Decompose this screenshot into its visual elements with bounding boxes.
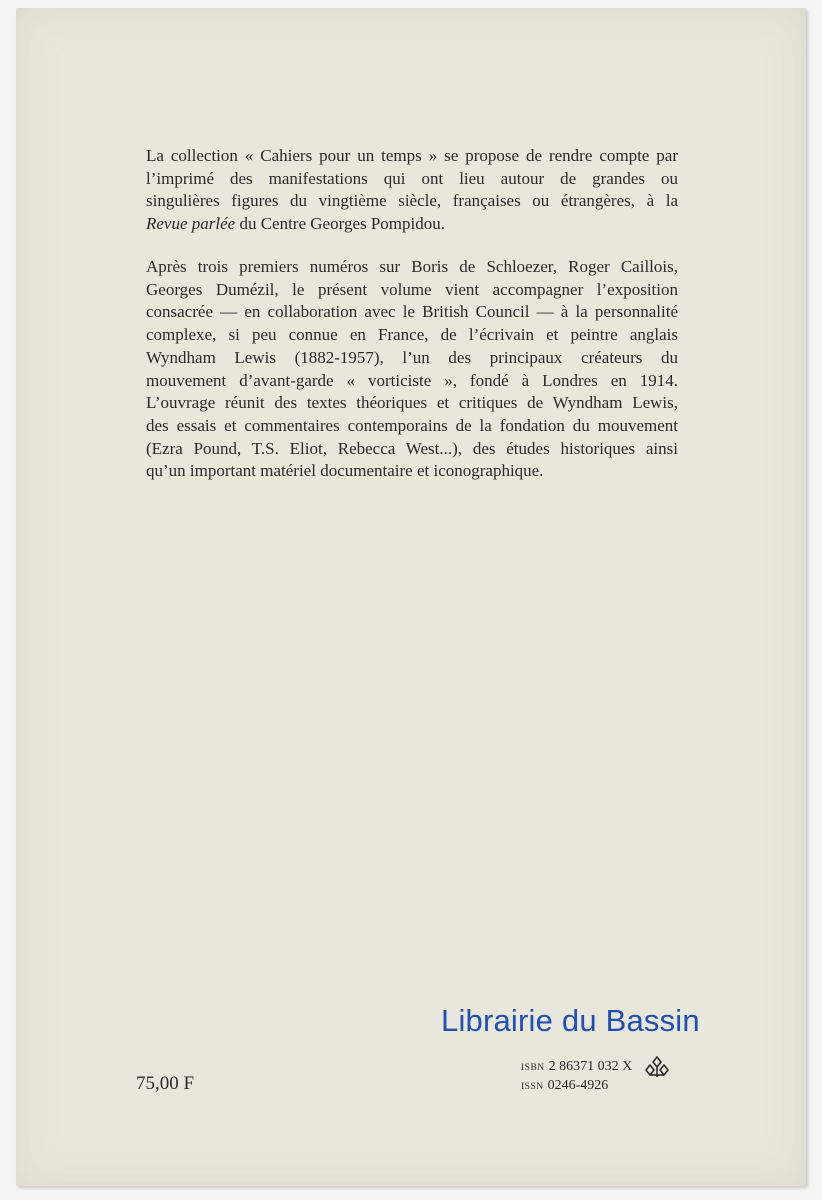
text-fragment: du Centre Georges Pompidou.	[235, 214, 446, 234]
text-line: Après trois premiers numéros sur Boris de Schloezer, Roger Caillois,	[146, 257, 678, 276]
description-paragraph-2	[146, 256, 678, 483]
issn-value: 0246-4926	[547, 1078, 609, 1093]
issn-label: ISSN	[521, 1082, 544, 1092]
bookshop-watermark: Librairie du Bassin	[441, 1003, 700, 1038]
text-line: L’ouvrage réunit des textes théoriques et critiques de Wyndham Lewis,	[146, 393, 678, 413]
text-line: Georges Dumézil, le présent volume vient accompagner l’exposition	[146, 279, 678, 299]
text-line: l’imprimé des manifestations qui ont lieu autour de grandes ou	[146, 168, 678, 188]
text-line: complexe, si peu connue en France, de l’écrivain et peintre anglais	[146, 325, 678, 345]
price-label: 75,00 F	[136, 1073, 195, 1094]
text-line: des essais et commentaires contemporains de la fondation du mouvement	[146, 415, 678, 435]
text-line: Wyndham Lewis (1882-1957), l’un des principaux créateurs du	[146, 347, 678, 367]
text-line	[146, 213, 678, 236]
publisher-logo-icon	[644, 1055, 670, 1079]
text-line: mouvement d’avant-garde « vorticiste », fondé à Londres en 1914.	[146, 370, 678, 390]
isbn-line	[521, 1058, 632, 1077]
text-line: consacrée — en collaboration avec le British Council — à la personnalité	[146, 302, 678, 322]
issn-line	[521, 1077, 632, 1096]
text-line: La collection « Cahiers pour un temps » se propose de rendre compte par	[146, 146, 678, 165]
isbn-value: 2 86371 032 X	[548, 1059, 633, 1074]
text-line: qu’un important matériel documentaire et iconographique.	[146, 461, 544, 481]
text-line: singulières figures du vingtième siècle, françaises ou étrangères, à la	[146, 191, 678, 211]
revue-parlee-italic: Revue parlée	[146, 214, 236, 234]
description-paragraph-1	[146, 145, 678, 236]
identifier-block	[521, 1058, 632, 1096]
text-line: (Ezra Pound, T.S. Eliot, Rebecca West...), des études historiques ainsi	[146, 438, 678, 458]
isbn-label: ISBN	[521, 1063, 545, 1073]
